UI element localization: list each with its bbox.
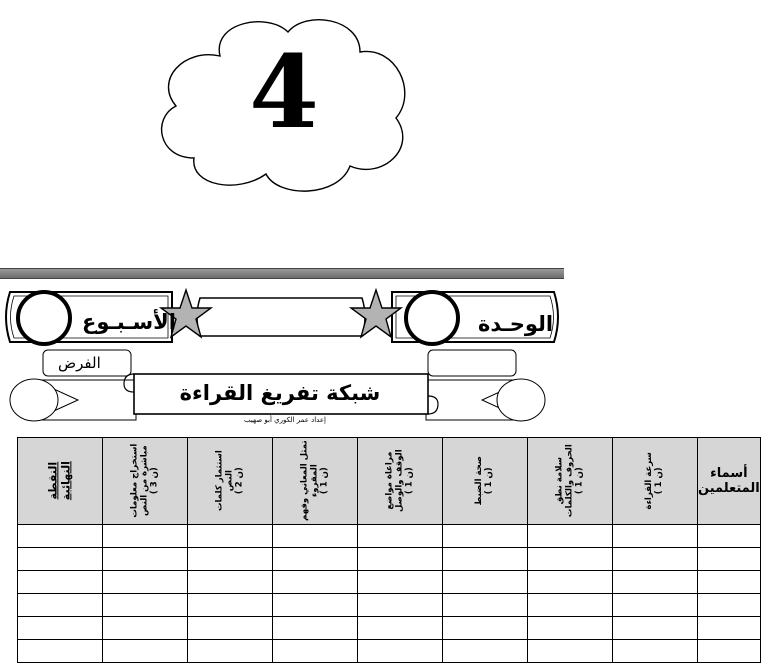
week-number-cloud	[150, 8, 418, 198]
unit-circle	[406, 292, 458, 344]
table-cell	[273, 594, 358, 617]
table-cell	[103, 594, 188, 617]
table-cell	[528, 617, 613, 640]
column-header	[528, 438, 613, 525]
table-cell	[528, 594, 613, 617]
table-cell	[613, 571, 698, 594]
column-header-label: سرعة القراءة ( 1 ن)	[644, 452, 664, 510]
column-header	[443, 438, 528, 525]
table-cell	[443, 525, 528, 548]
table-cell	[103, 617, 188, 640]
table-cell	[443, 594, 528, 617]
table-cell	[18, 617, 103, 640]
table-cell	[103, 571, 188, 594]
column-header-label: مراعاة مواضع الوقف والوصل ( 1 ن)	[384, 449, 414, 513]
table-cell	[18, 525, 103, 548]
table-cell	[188, 640, 273, 663]
table-cell	[443, 640, 528, 663]
table-header-row	[18, 438, 761, 525]
table-cell	[103, 548, 188, 571]
table-cell	[698, 594, 761, 617]
table-cell	[273, 548, 358, 571]
table-cell	[103, 640, 188, 663]
column-header-label: صحة الضبط ( 1 ن)	[474, 456, 494, 506]
score-circle-left	[10, 379, 58, 421]
column-header-label: النقطة النهائية	[46, 461, 72, 501]
table-cell	[103, 525, 188, 548]
table-cell	[273, 640, 358, 663]
table-cell	[698, 571, 761, 594]
table-cell	[188, 525, 273, 548]
table-cell	[18, 640, 103, 663]
column-header-label: سلامة نطق الحروف والكلمات ( 1 ن)	[554, 444, 584, 518]
table-cell	[698, 640, 761, 663]
column-header	[273, 438, 358, 525]
table-cell	[528, 640, 613, 663]
table-cell	[443, 548, 528, 571]
table-cell	[698, 525, 761, 548]
column-header	[18, 438, 103, 525]
table-row	[18, 548, 761, 571]
table-cell	[698, 548, 761, 571]
table-cell	[698, 617, 761, 640]
table-cell	[358, 548, 443, 571]
blank-box-right	[428, 350, 516, 376]
table-cell	[273, 525, 358, 548]
week-number: 4	[249, 33, 319, 151]
column-header	[188, 438, 273, 525]
table-cell	[18, 594, 103, 617]
sheet-title: شبكة تفريغ القراءة	[179, 381, 381, 405]
table-cell	[613, 594, 698, 617]
column-header	[358, 438, 443, 525]
assignment-label: الفرض	[58, 354, 101, 372]
table-cell	[188, 617, 273, 640]
table-cell	[528, 525, 613, 548]
table-cell	[443, 571, 528, 594]
table-cell	[188, 571, 273, 594]
table-row	[18, 571, 761, 594]
table-cell	[188, 548, 273, 571]
column-header	[103, 438, 188, 525]
table-cell	[358, 617, 443, 640]
table-cell	[613, 548, 698, 571]
table-row	[18, 617, 761, 640]
table-cell	[188, 594, 273, 617]
table-cell	[358, 594, 443, 617]
table-cell	[18, 548, 103, 571]
table-row	[18, 594, 761, 617]
column-header-label: تمثل المعاني وفهم المقروء ( 1 ن)	[299, 440, 329, 522]
column-header-label: استخراج معلومات مباشرة من النص ( 3 ن)	[129, 443, 159, 518]
unit-label: الوحـدة	[478, 312, 554, 336]
center-blank-box	[197, 298, 365, 336]
score-circle-right	[497, 379, 545, 421]
table-row	[18, 525, 761, 548]
grading-table	[17, 437, 761, 663]
table-cell	[613, 640, 698, 663]
page-separator	[0, 268, 564, 279]
week-circle	[18, 292, 70, 344]
column-header-label: استثمار كلمات النص ( 2 ن)	[214, 450, 244, 512]
week-label: الأسـبـوع	[82, 310, 176, 334]
column-header	[613, 438, 698, 525]
table-row	[18, 640, 761, 663]
table-cell	[358, 525, 443, 548]
table-cell	[358, 640, 443, 663]
author-credit: إعداد عمر الكوري أبو صهيب	[244, 416, 326, 424]
table-cell	[443, 617, 528, 640]
table-cell	[273, 617, 358, 640]
table-cell	[273, 571, 358, 594]
table-cell	[18, 571, 103, 594]
table-cell	[613, 525, 698, 548]
table-cell	[528, 548, 613, 571]
column-header-names: أسماء المتعلمين	[698, 438, 761, 525]
table-cell	[528, 571, 613, 594]
table-cell	[358, 571, 443, 594]
table-cell	[613, 617, 698, 640]
